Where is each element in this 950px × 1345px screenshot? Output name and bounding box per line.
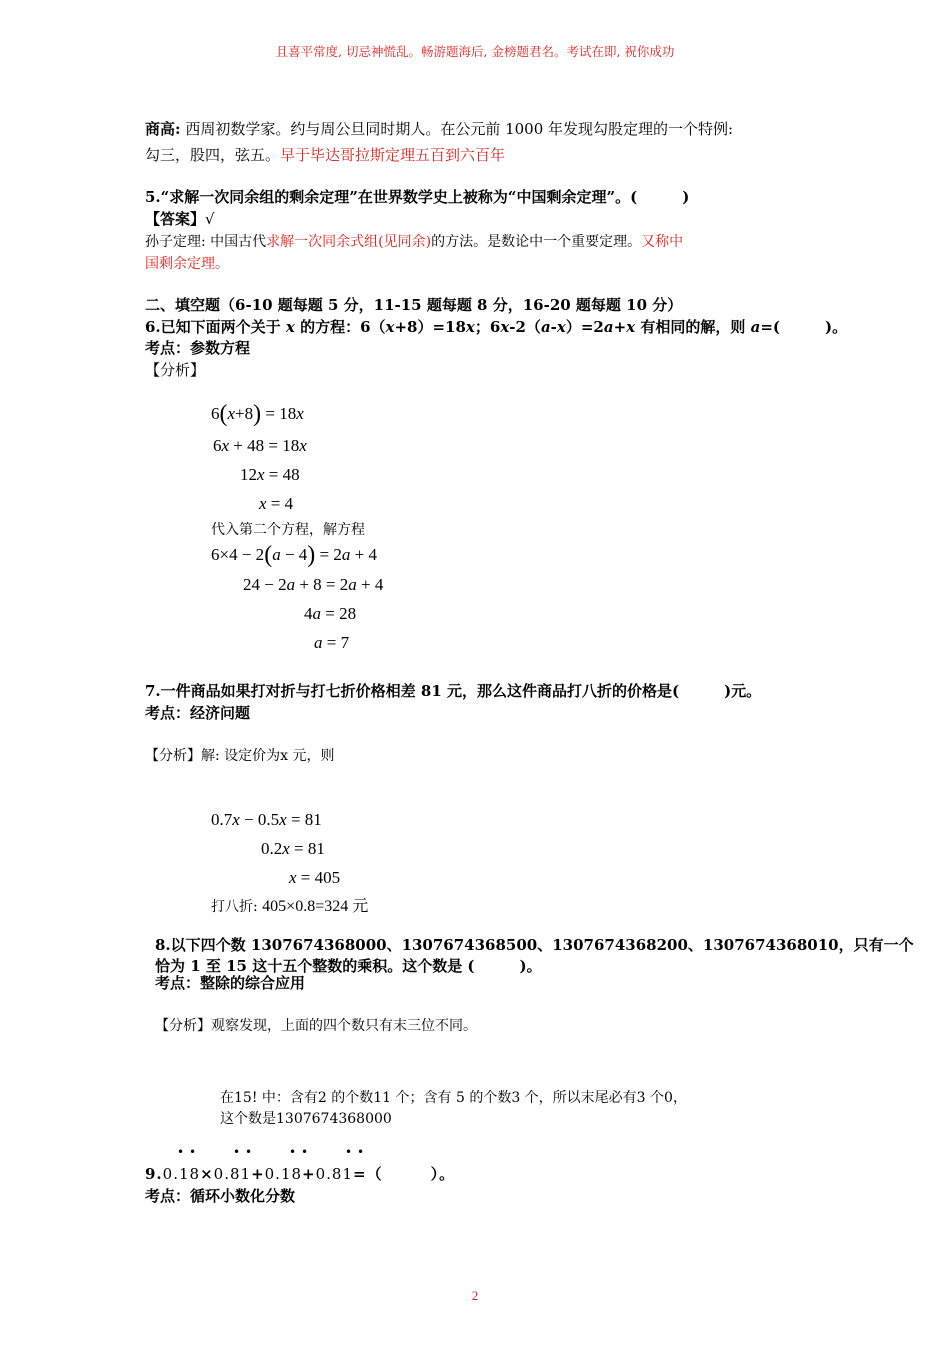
q8-question-1: 8.以下四个数 1307674368000、1307674368500、1307674368200、1307674368010，只有一个 [155, 936, 914, 954]
shanggao-red-note: 早于毕达哥拉斯定理五百到六百年 [280, 146, 506, 164]
q7-eq-3: x = 405 [289, 868, 341, 887]
q7-kaodian: 考点：经济问题 [145, 704, 251, 722]
q7-discount-line [211, 893, 368, 916]
repeat-dot: • [233, 1145, 241, 1159]
q7-fenxi: 【分析】解: 设定价为x 元，则 [145, 748, 335, 764]
q6-eq-6: 24 − 2a + 8 = 2a + 4 [243, 575, 384, 594]
q6-eq-5: 6×4 − 2(a − 4) = 2a + 4 [211, 542, 377, 568]
q6-eq-3: 12x = 48 [240, 465, 300, 484]
q9-kaodian: 考点：循环小数化分数 [145, 1187, 296, 1205]
answer-label: 【答案】 [145, 210, 206, 228]
q6-eq-2: 6x + 48 = 18x [213, 436, 307, 455]
q8-fenxi: 【分析】观察发现，上面的四个数只有末三位不同。 [155, 1018, 477, 1034]
q7-eq-1: 0.7x − 0.5x = 81 [211, 810, 322, 829]
q5-exp-red: 求解一次同余式组(见同余) [266, 234, 432, 250]
q9-question: 9.0.18×0.81+0.18+0.81=（ ）。 [145, 1165, 456, 1183]
q5-question: 5.“求解一次同余组的剩余定理”在世界数学史上被称为“中国剩余定理”。( ) [145, 188, 690, 206]
q6-question: 6.已知下面两个关于 x 的方程：6（x+8）=18x；6x-2（a-x）=2a+x 有相同的解，则 a=( )。 [145, 318, 848, 336]
header-motto: 且喜平常度, 切忌神慌乱。畅游题海后, 金榜题君名。考试在即, 祝你成功 [275, 44, 675, 59]
shanggao-text: 西周初数学家。约与周公旦同时期人。在公元前 1000 年发现勾股定理的一个特例: [180, 120, 734, 138]
shanggao-line-1 [145, 118, 733, 139]
repeat-dot: • [189, 1145, 197, 1159]
q7-question: 7.一件商品如果打对折与打七折价格相差 81 元，那么这件商品打八折的价格是( )元。 [145, 682, 762, 700]
discount-value: 405×0.8=324 元 [262, 898, 369, 915]
repeat-dot: • [357, 1145, 365, 1159]
shanggao-line-2 [145, 144, 505, 165]
q5-explanation-2: 国剩余定理。 [145, 256, 229, 272]
q7-eq-2: 0.2x = 81 [261, 839, 325, 858]
q8-explanation-2: 这个数是1307674368000 [220, 1111, 392, 1127]
q8-question-2: 恰为 1 至 15 这十五个整数的乘积。这个数是 ( )。 [155, 957, 542, 975]
answer-mark: √ [205, 210, 215, 228]
repeat-dot: • [301, 1145, 309, 1159]
q6-fenxi: 【分析】 [145, 361, 206, 379]
repeat-dot: • [345, 1145, 353, 1159]
q6-substitute-note: 代入第二个方程，解方程 [211, 522, 365, 538]
q6-kaodian: 考点：参数方程 [145, 339, 251, 357]
q8-kaodian: 考点：整除的综合应用 [155, 974, 306, 992]
section-title: 二、填空题（6-10 题每题 5 分，11-15 题每题 8 分，16-20 题每题 10 分） [145, 296, 683, 314]
q6-eq-7: 4a = 28 [304, 604, 357, 623]
repeat-dot: • [245, 1145, 253, 1159]
discount-label: 打八折: [211, 899, 263, 915]
q6-eq-1: 6(x+8) = 18x [211, 401, 304, 427]
page-number: 2 [471, 1288, 479, 1303]
repeat-dot: • [289, 1145, 297, 1159]
repeat-dot: • [177, 1145, 185, 1159]
q5-exp-text: 孙子定理: 中国古代 [145, 234, 267, 250]
q5-explanation-1 [145, 231, 683, 251]
q5-exp-text-2: 的方法。是数论中一个重要定理。 [431, 234, 642, 250]
shanggao-text-2: 勾三，股四，弦五。 [145, 146, 281, 164]
q8-explanation-1: 在15! 中：含有2 的个数11 个；含有 5 的个数3 个，所以末尾必有3 个0， [220, 1090, 687, 1106]
shanggao-label: 商高: [145, 120, 181, 138]
q6-eq-4: x = 4 [259, 494, 294, 513]
q6-eq-8: a = 7 [314, 633, 350, 652]
q5-answer [145, 208, 215, 229]
q5-exp-red-2: 又称中 [641, 234, 684, 250]
